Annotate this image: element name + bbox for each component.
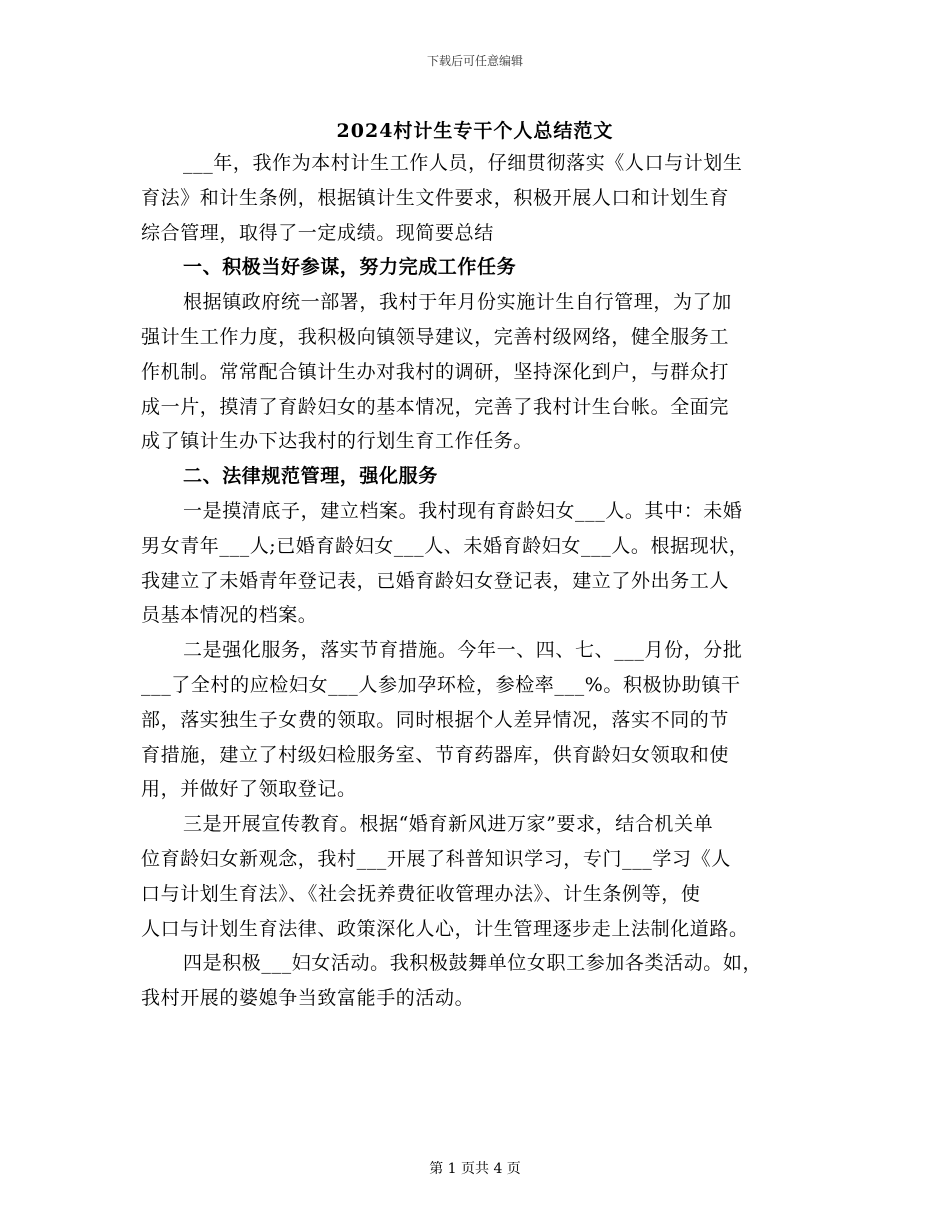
text-line: 育法》和计生条例，根据镇计生文件要求，积极开展人口和计划生育 — [141, 186, 730, 209]
text-line: 一是摸清底子，建立档案。我村现有育龄妇女___人。其中：未婚 — [183, 499, 743, 522]
text-line: ___了全村的应检妇女___人参加孕环检，参检率___%。积极协助镇干 — [141, 673, 741, 696]
text-line: 男女青年___人;已婚育龄妇女___人、未婚育龄妇女___人。根据现状， — [141, 534, 749, 557]
text-line: 员基本情况的档案。 — [141, 604, 318, 627]
text-line: 综合管理，取得了一定成绩。现简要总结 — [141, 221, 494, 244]
text-line: 作机制。常常配合镇计生办对我村的调研，坚持深化到户，与群众打 — [141, 360, 730, 383]
text-line: 人口与计划生育法律、政策深化人心，计生管理逐步走上法制化道路。 — [141, 917, 749, 940]
text-line: ___年，我作为本村计生工作人员，仔细贯彻落实《人口与计划生 — [183, 152, 743, 174]
header-note: 下载后可任意编辑 — [426, 54, 523, 68]
document-title: 2024村计生专干个人总结范文 — [336, 120, 614, 142]
text-line: 我建立了未婚青年登记表，已婚育龄妇女登记表，建立了外出务工人 — [141, 569, 730, 592]
section-heading: 一、积极当好参谋，努力完成工作任务 — [183, 256, 517, 279]
page-footer: 第 1 页共 4 页 — [429, 1161, 521, 1177]
text-line: 二是强化服务，落实节育措施。今年一、四、七、___月份，分批 — [183, 639, 743, 662]
text-line: 我村开展的婆媳争当致富能手的活动。 — [141, 987, 475, 1010]
text-line: 成了镇计生办下达我村的行划生育工作任务。 — [141, 430, 534, 453]
section-heading: 二、法律规范管理，强化服务 — [183, 465, 438, 488]
text-line: 三是开展宣传教育。根据“婚育新风进万家”要求，结合机关单 — [183, 813, 714, 836]
text-line: 用，并做好了领取登记。 — [141, 778, 357, 801]
text-line: 育措施，建立了村级妇检服务室、节育药器库，供育龄妇女领取和使 — [141, 743, 730, 766]
text-line: 口与计划生育法》、《社会抚养费征收管理办法》、计生条例等，使 — [141, 882, 701, 905]
text-line: 强计生工作力度，我积极向镇领导建议，完善村级网络，健全服务工 — [141, 325, 730, 348]
text-line: 成一片，摸清了育龄妇女的基本情况，完善了我村计生台帐。全面完 — [141, 395, 730, 418]
document-body — [141, 146, 813, 1016]
text-line: 根据镇政府统一部署，我村于年月份实施计生自行管理，为了加 — [183, 291, 732, 314]
text-line: 四是积极___妇女活动。我积极鼓舞单位女职工参加各类活动。如， — [183, 952, 763, 975]
text-line: 部，落实独生子女费的领取。同时根据个人差异情况，落实不同的节 — [141, 708, 730, 731]
text-line: 位育龄妇女新观念，我村___开展了科普知识学习，专门___学习《人 — [141, 847, 731, 870]
